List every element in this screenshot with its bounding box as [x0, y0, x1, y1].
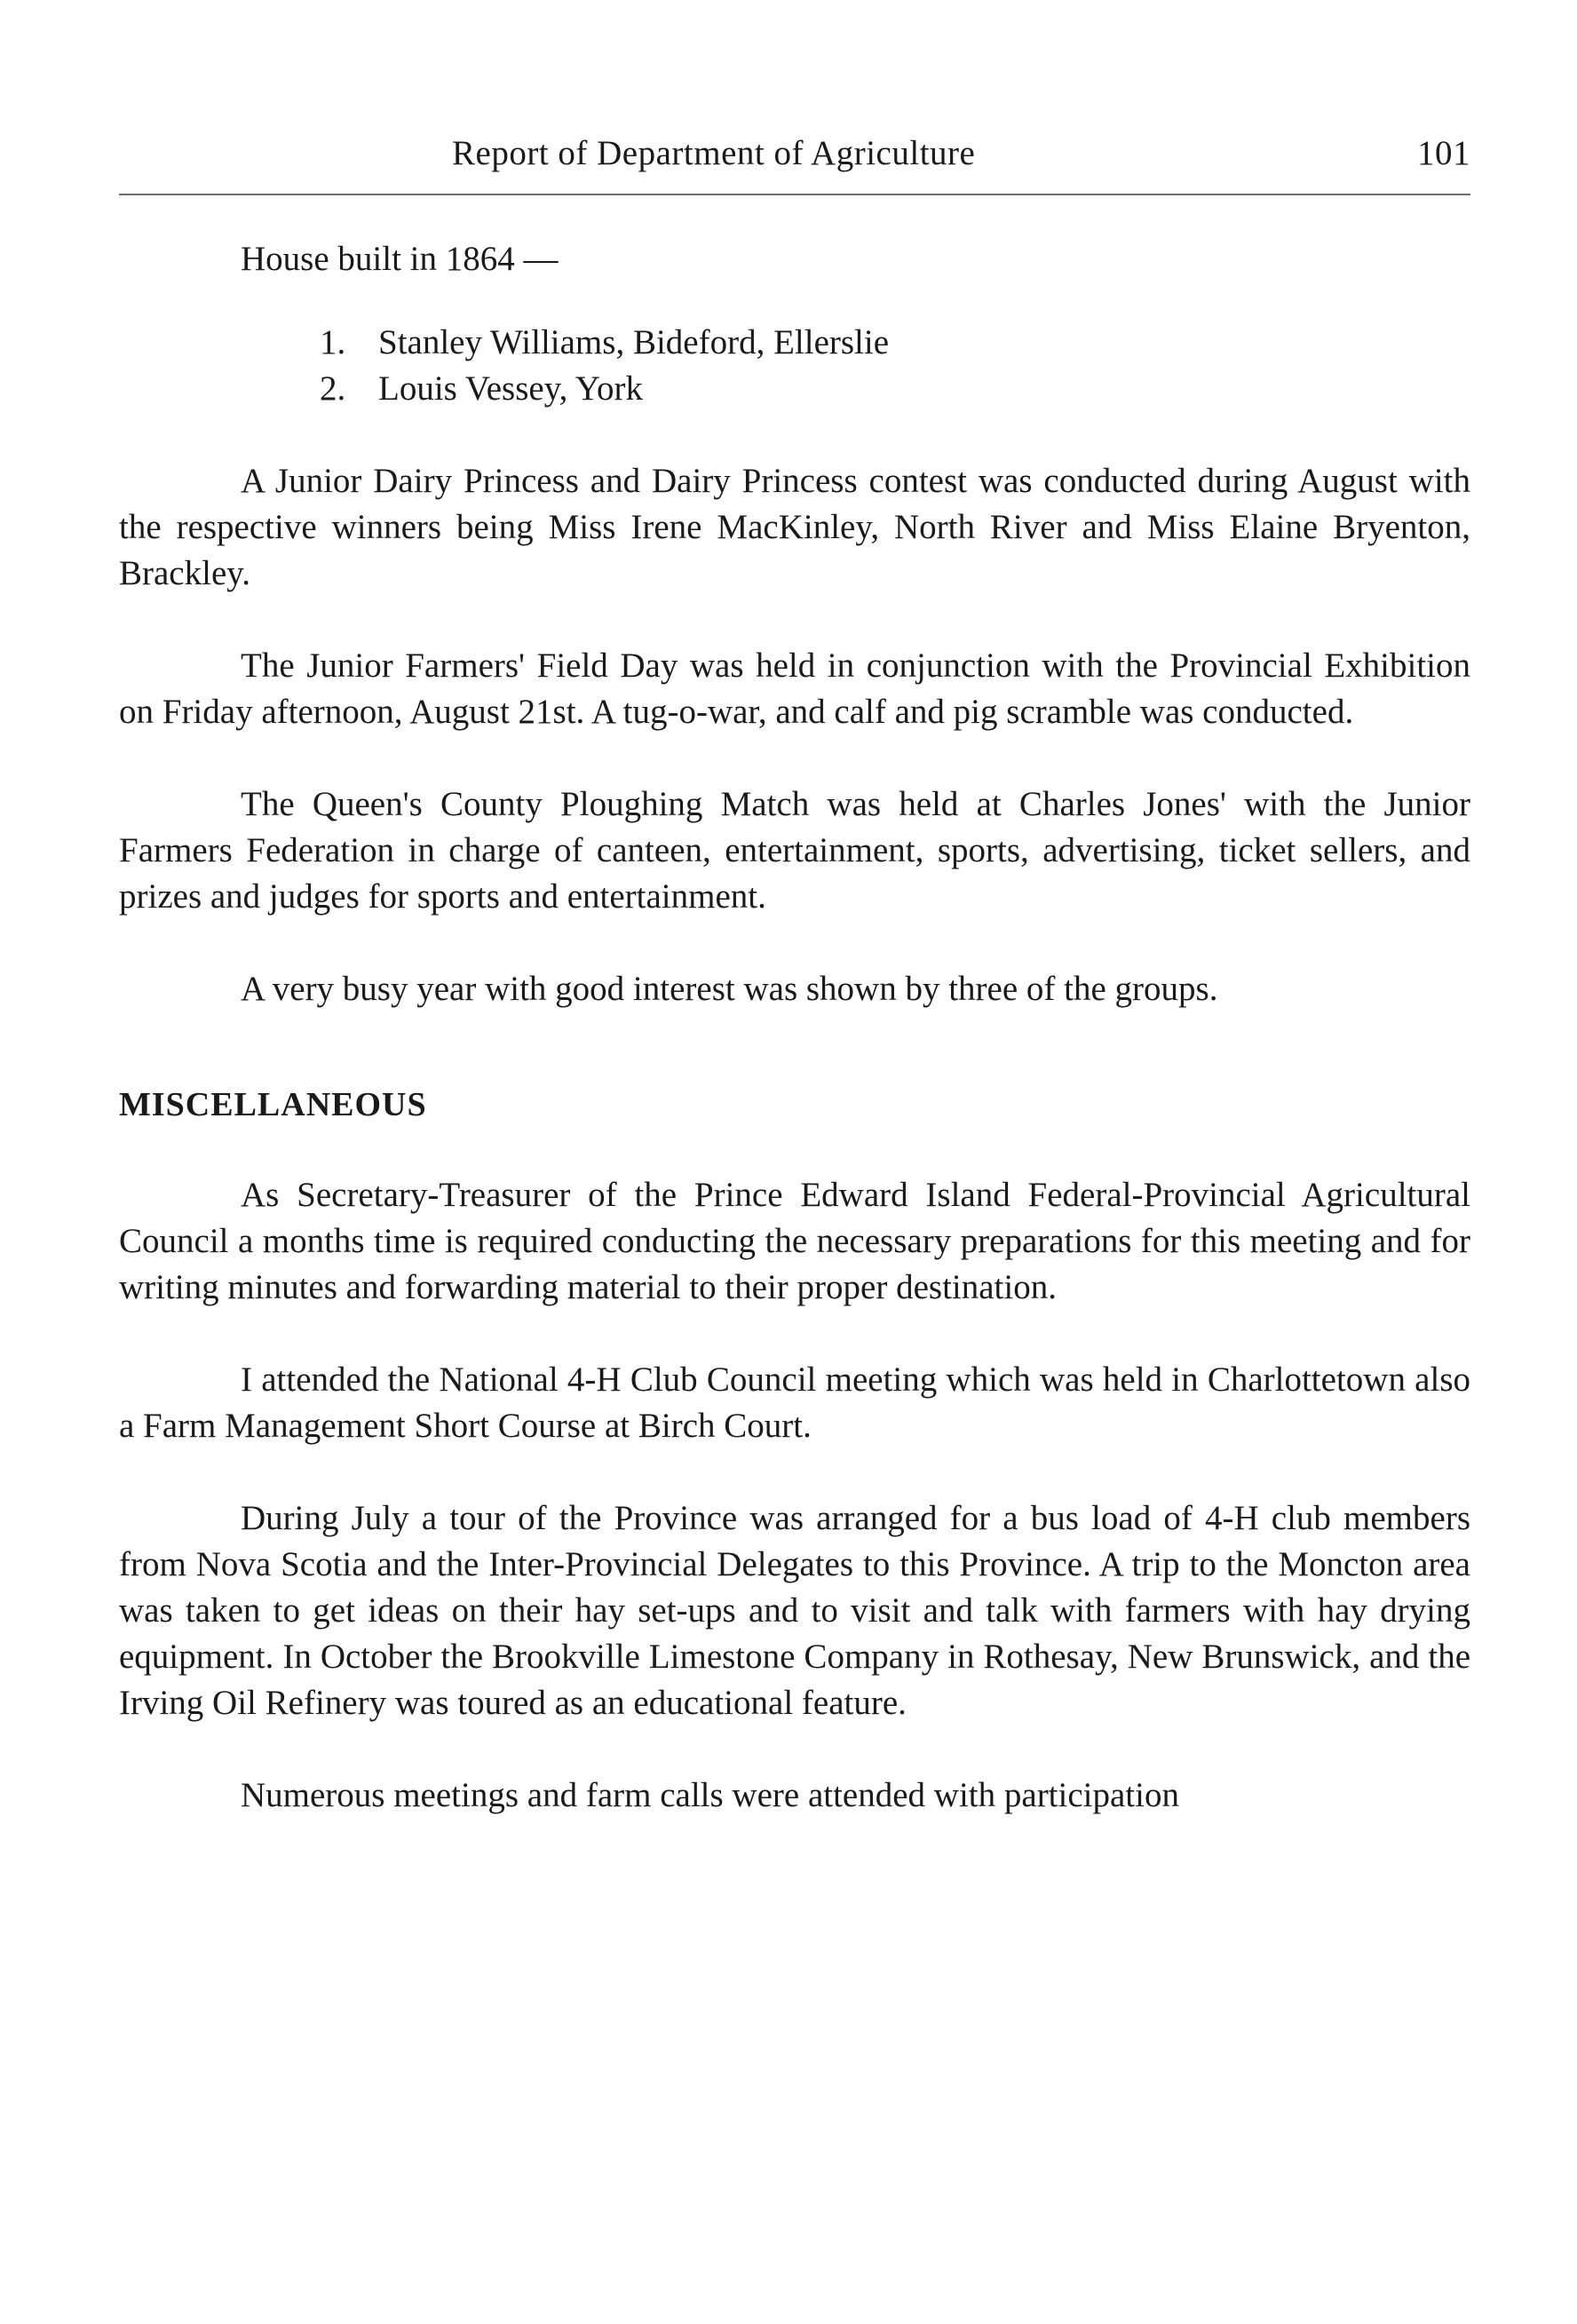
header-rule: [119, 194, 1470, 195]
page-number: 101: [1417, 134, 1470, 172]
paragraph-4h-council: I attended the National 4-H Club Council meeting which was held in Charlottetown also a Farm Management Short Course at Birch Court.: [119, 1360, 1470, 1445]
list-item: [320, 366, 1470, 412]
paragraph-dairy-princess: A Junior Dairy Princess and Dairy Princess contest was conducted during August with the respective winners being Miss Irene MacKinley, North River and Miss Elaine Bryenton, Brackley.: [119, 462, 1470, 592]
list-item-text: Stanley Williams, Bideford, Ellerslie: [378, 323, 890, 361]
section-heading: MISCELLANEOUS: [119, 1086, 427, 1123]
paragraph-field-day: The Junior Farmers' Field Day was held in conjunction with the Provincial Exhibition on Friday afternoon, August 21st. A tug-o-war, and calf and pig scramble was conducted.: [119, 646, 1470, 731]
paragraph-meetings: Numerous meetings and farm calls were attended with participation: [241, 1776, 1179, 1814]
winners-list: [119, 320, 1470, 412]
list-item-text: Louis Vessey, York: [378, 369, 643, 408]
list-item-number: 1.: [320, 323, 346, 361]
paragraph-busy-year: A very busy year with good interest was shown by three of the groups.: [241, 970, 1218, 1008]
list-item: [320, 320, 1470, 366]
paragraph-ploughing-match: The Queen's County Ploughing Match was held at Charles Jones' with the Junior Farmers Federation in charge of canteen, entertainment, sports, advertising, ticket sellers, and prizes and judges for sports and entertainment.: [119, 785, 1470, 916]
paragraph-secretary-treasurer: As Secretary-Treasurer of the Prince Edward Island Federal-Provincial Agricultural Council a months time is required conducting the necessary preparations for this meeting and for writing minutes and forwarding material to their proper destination.: [119, 1176, 1470, 1306]
list-item-number: 2.: [320, 369, 346, 408]
running-header: [119, 133, 1470, 186]
running-head-title: Report of Department of Agriculture: [452, 134, 976, 172]
intro-line: House built in 1864 —: [241, 240, 559, 278]
body-text: [119, 236, 1470, 1819]
paragraph-july-tour: During July a tour of the Province was arranged for a bus load of 4-H club members from Nova Scotia and the Inter-Provincial Delegates to this Province. A trip to the Moncton area was taken to get ideas on their hay set-ups and to visit and talk with farmers with hay drying equipment. In October the Brookville Limestone Company in Rothesay, New Brunswick, and the Irving Oil Refinery was toured as an educational feature.: [119, 1499, 1470, 1722]
